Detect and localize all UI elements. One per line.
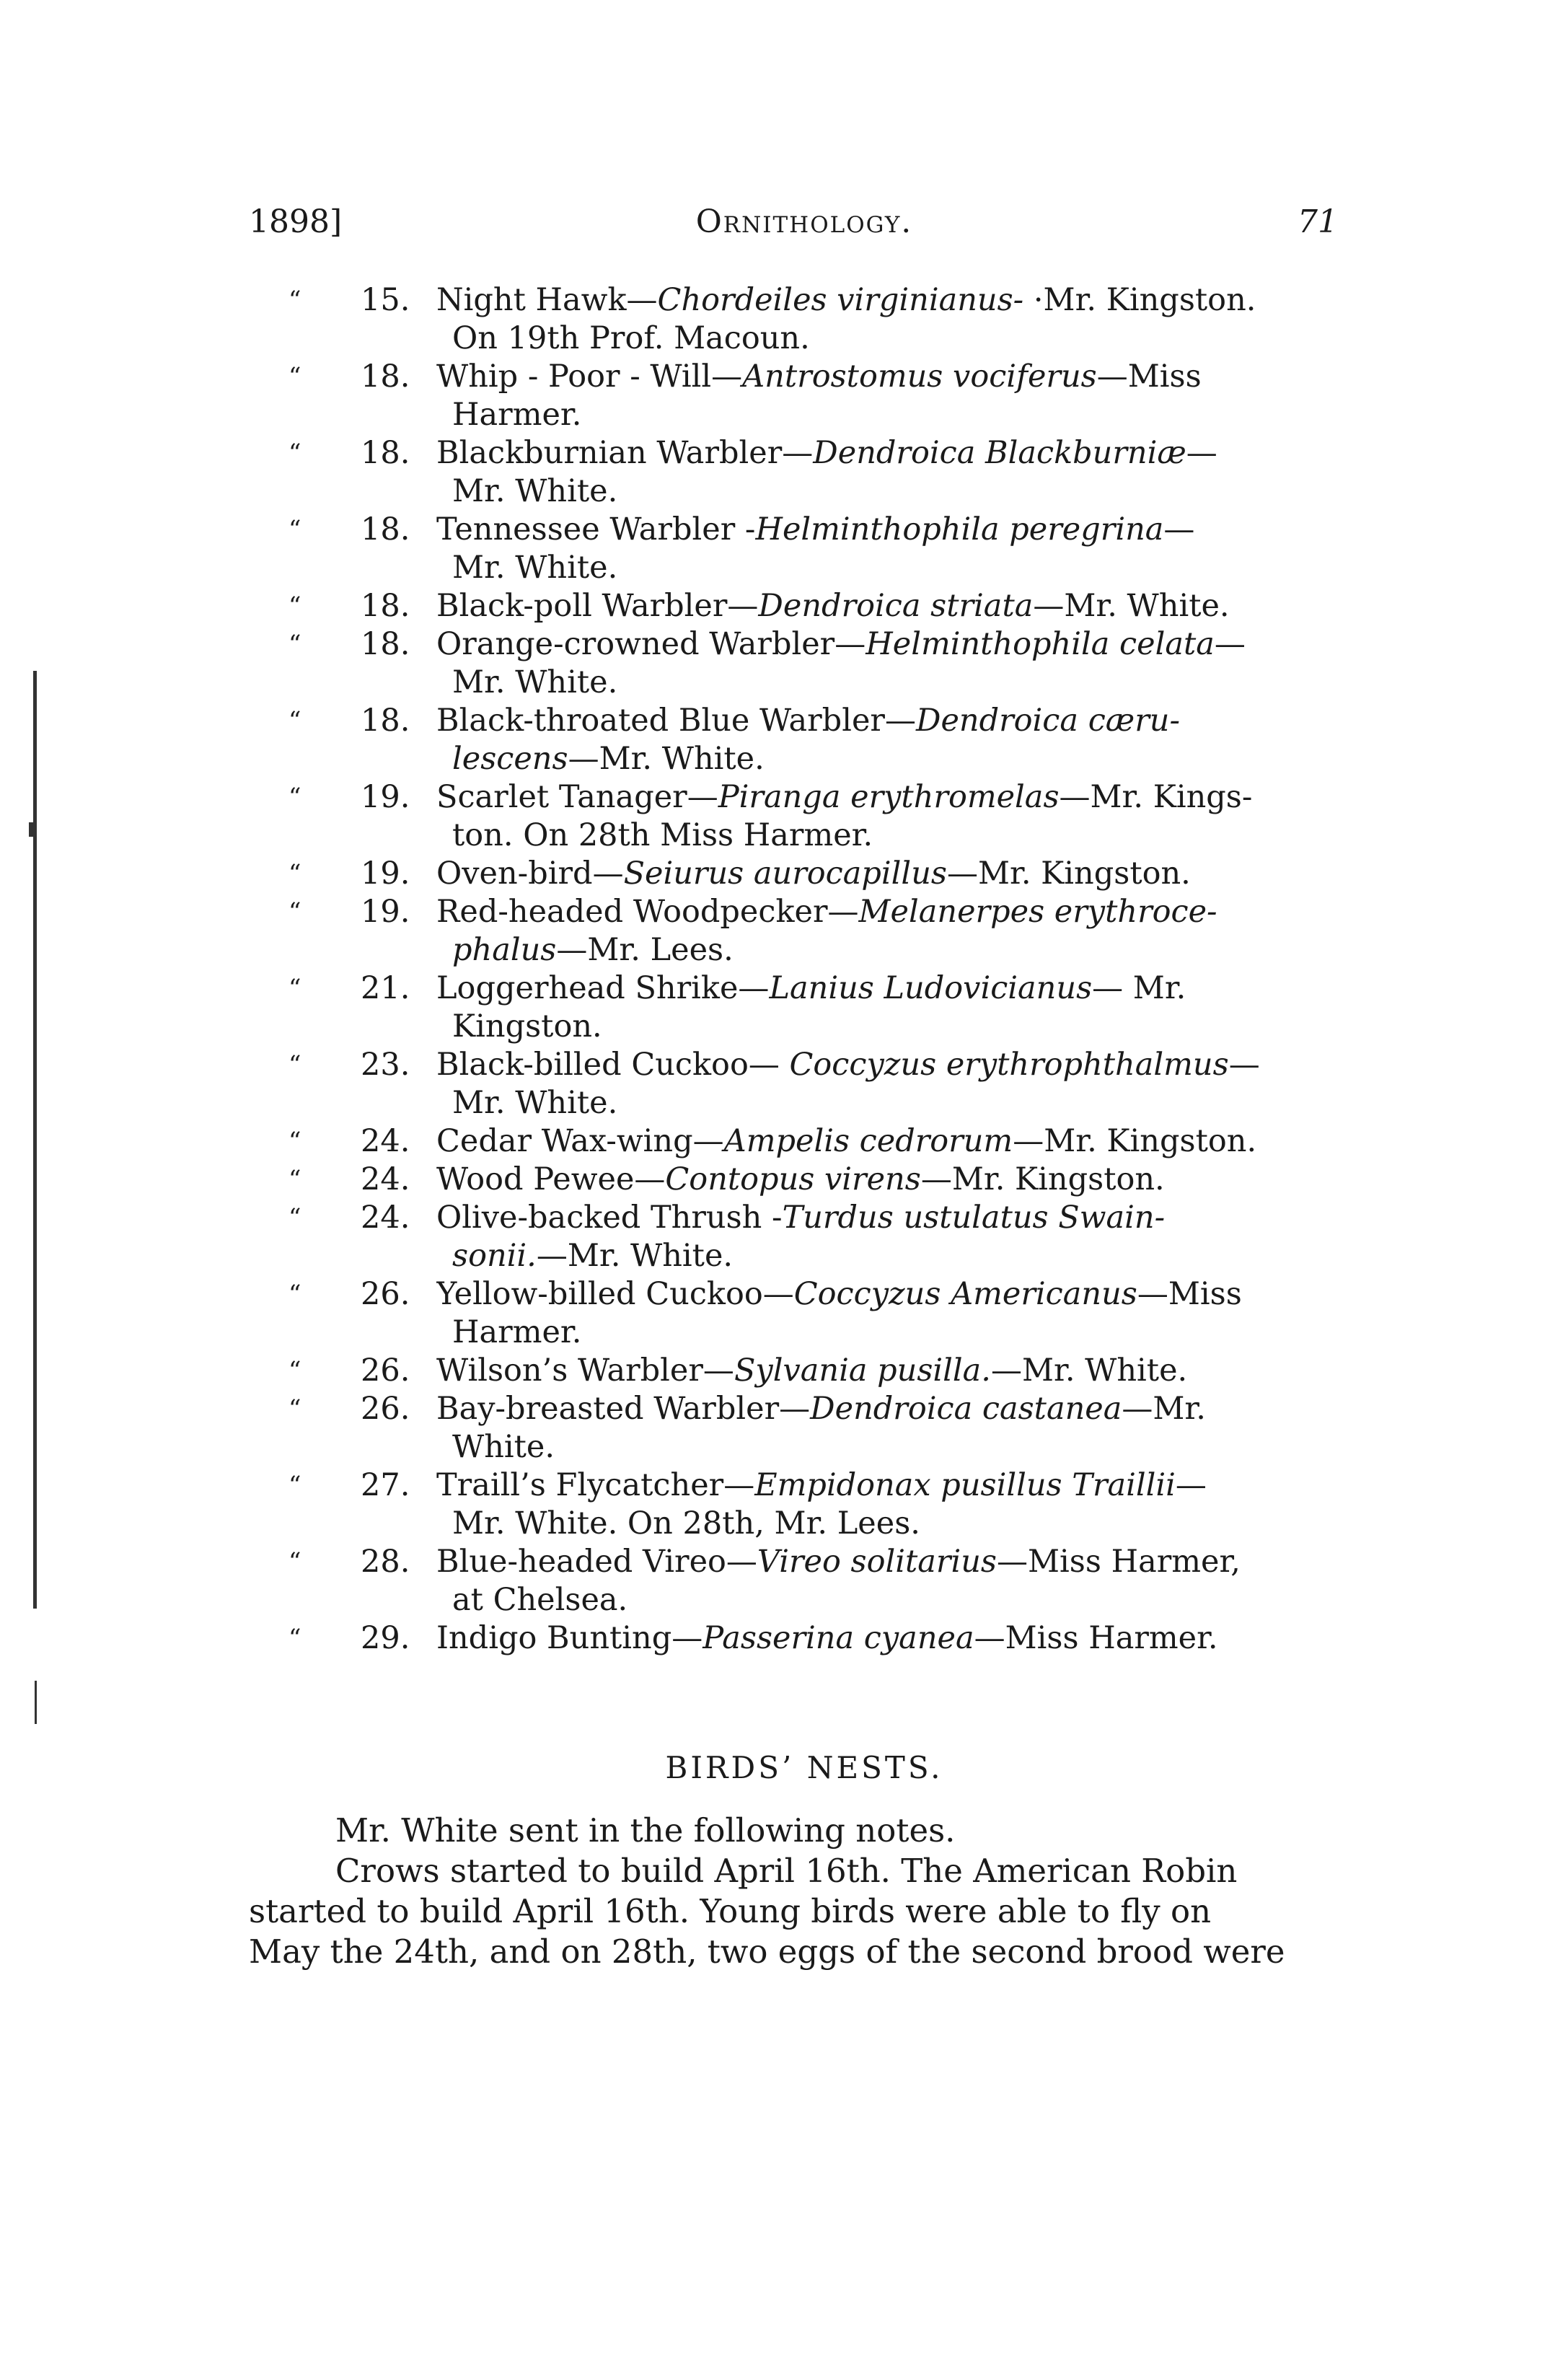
entry-date: 24.: [361, 1161, 410, 1197]
scientific-name: Vireo solitarius: [757, 1544, 997, 1580]
scientific-name: Chordeiles virginianus-: [657, 282, 1024, 318]
entry-date: 26.: [361, 1391, 410, 1427]
entry-continuation: Mr. White.: [452, 550, 618, 586]
entry-text: [436, 1199, 1363, 1275]
list-item: [281, 893, 1363, 969]
scientific-name-continued: sonii.: [452, 1238, 537, 1274]
header-year: 1898]: [249, 203, 343, 240]
scientific-name: Seiurus aurocapillus: [623, 856, 947, 892]
observer: —Miss: [1096, 359, 1202, 395]
scientific-name: Sylvania pusilla.: [734, 1353, 991, 1389]
common-name: Indigo Bunting—: [436, 1620, 703, 1656]
observer: —Miss Harmer.: [974, 1620, 1218, 1656]
entry-text: [436, 702, 1363, 778]
entry-text: [436, 587, 1363, 625]
margin-scan-line: [35, 1681, 37, 1724]
ditto-mark: “: [289, 1050, 301, 1079]
common-name: Red-headed Woodpecker—: [436, 894, 859, 930]
list-item: [281, 434, 1363, 511]
ditto-mark: “: [289, 1471, 301, 1500]
ditto-mark: “: [289, 859, 301, 888]
running-head: [249, 201, 1360, 244]
scientific-name: Helminthophila peregrina: [755, 511, 1164, 547]
list-item: [281, 1275, 1363, 1352]
observer: —Mr. White.: [1033, 588, 1230, 624]
observer: —Mr. White.: [536, 1238, 734, 1274]
common-name: Black-throated Blue Warbler—: [436, 703, 916, 739]
list-item: [281, 1390, 1363, 1466]
entry-date: 28.: [361, 1544, 410, 1580]
entry-text: [436, 1466, 1363, 1543]
entry-text: [436, 434, 1363, 511]
entry-continuation: Harmer.: [452, 1314, 582, 1350]
list-item: [281, 1352, 1363, 1390]
entry-continuation: Kingston.: [452, 1008, 602, 1044]
entry-text: [436, 893, 1363, 969]
scientific-name: Ampelis cedrorum: [723, 1123, 1013, 1159]
observer: —: [1163, 511, 1195, 547]
entry-continuation: Mr. White.: [452, 1085, 618, 1121]
ditto-mark: “: [289, 783, 301, 812]
entry-text: [436, 1122, 1363, 1161]
entry-text: [436, 1619, 1363, 1658]
entry-text: [436, 1046, 1363, 1122]
common-name: Tennessee Warbler -: [436, 511, 756, 547]
list-item: [281, 778, 1363, 855]
entry-text: [436, 625, 1363, 702]
ditto-mark: “: [289, 1394, 301, 1423]
body-paragraphs: [249, 1811, 1360, 1972]
observer: —Mr. White.: [990, 1353, 1188, 1389]
entry-continuation: Mr. White. On 28th, Mr. Lees.: [452, 1505, 920, 1541]
observer: —: [1186, 435, 1217, 471]
entry-date: 18.: [361, 703, 410, 739]
section-heading: BIRDS’ NESTS.: [665, 1750, 943, 1785]
entry-date: 19.: [361, 894, 410, 930]
ditto-mark: “: [289, 1280, 301, 1309]
entry-text: [436, 778, 1363, 855]
entry-date: 26.: [361, 1353, 410, 1389]
entry-date: 26.: [361, 1276, 410, 1312]
scientific-name: Dendroica striata: [758, 588, 1034, 624]
paragraph: Crows started to build April 16th. The American Robin: [335, 1852, 1238, 1890]
list-item: [281, 587, 1363, 625]
entry-continuation: On 19th Prof. Macoun.: [452, 320, 810, 356]
ditto-mark: “: [289, 1203, 301, 1232]
scientific-name: Piranga erythromelas: [718, 779, 1060, 815]
ditto-mark: “: [289, 1165, 301, 1194]
bird-records-list: [281, 281, 1363, 1658]
entry-text: [436, 281, 1363, 358]
list-item: [281, 1046, 1363, 1122]
ditto-mark: “: [289, 591, 301, 620]
margin-scan-line: [33, 671, 37, 1609]
paragraph-line: started to build April 16th. Young birds were able to fly on: [249, 1892, 1212, 1930]
observer: — Mr.: [1092, 970, 1186, 1006]
entry-date: 15.: [361, 282, 410, 318]
observer: —Mr.: [1122, 1391, 1206, 1427]
entry-date: 18.: [361, 588, 410, 624]
entry-date: 18.: [361, 626, 410, 662]
scientific-name-continued: lescens: [452, 741, 568, 777]
entry-continuation: Harmer.: [452, 397, 582, 433]
list-item: [281, 1161, 1363, 1199]
common-name: Night Hawk—: [436, 282, 658, 318]
ditto-mark: “: [289, 515, 301, 544]
list-item: [281, 702, 1363, 778]
common-name: Black-billed Cuckoo—: [436, 1047, 790, 1083]
ditto-mark: “: [289, 1547, 301, 1576]
common-name: Black-poll Warbler—: [436, 588, 759, 624]
ditto-mark: “: [289, 706, 301, 735]
list-item: [281, 969, 1363, 1046]
observer: —: [1228, 1047, 1260, 1083]
header-title: Ornithology.: [695, 203, 913, 240]
paragraph-line: May the 24th, and on 28th, two eggs of the second brood were: [249, 1932, 1285, 1971]
entry-continuation: at Chelsea.: [452, 1582, 628, 1618]
entry-text: [436, 1275, 1363, 1352]
entry-date: 18.: [361, 511, 410, 547]
scientific-name: Coccyzus erythrophthalmus: [789, 1047, 1229, 1083]
scientific-name: Turdus ustulatus Swain-: [782, 1200, 1166, 1236]
ditto-mark: “: [289, 362, 301, 391]
entry-text: [436, 855, 1363, 893]
list-item: [281, 1466, 1363, 1543]
list-item: [281, 1122, 1363, 1161]
ditto-mark: “: [289, 1127, 301, 1156]
list-item: [281, 625, 1363, 702]
ditto-mark: “: [289, 1624, 301, 1653]
entry-text: [436, 511, 1363, 587]
scientific-name: Lanius Ludovicianus: [769, 970, 1093, 1006]
entry-date: 19.: [361, 779, 410, 815]
observer: ·Mr. Kingston.: [1023, 282, 1256, 318]
common-name: Bay-breasted Warbler—: [436, 1391, 811, 1427]
common-name: Cedar Wax-wing—: [436, 1123, 724, 1159]
ditto-mark: “: [289, 439, 301, 467]
list-item: [281, 281, 1363, 358]
entry-text: [436, 358, 1363, 434]
common-name: Blue-headed Vireo—: [436, 1544, 757, 1580]
common-name: Yellow-billed Cuckoo—: [436, 1276, 794, 1312]
common-name: Whip - Poor - Will—: [436, 359, 743, 395]
entry-date: 21.: [361, 970, 410, 1006]
observer: —: [1214, 626, 1246, 662]
observer: —Mr. Kingston.: [946, 856, 1191, 892]
entry-date: 19.: [361, 856, 410, 892]
margin-scan-line: [29, 822, 35, 837]
ditto-mark: “: [289, 286, 301, 315]
observer: —Mr. White.: [568, 741, 765, 777]
entry-date: 18.: [361, 435, 410, 471]
observer: —Miss: [1137, 1276, 1242, 1312]
scientific-name-continued: phalus: [452, 932, 557, 968]
observer: —Mr. Kingston.: [1013, 1123, 1257, 1159]
entry-continuation: White.: [452, 1429, 555, 1465]
ditto-mark: “: [289, 897, 301, 926]
scientific-name: Empidonax pusillus Traillii: [754, 1467, 1176, 1503]
observer: —Mr. Kingston.: [920, 1161, 1165, 1197]
common-name: Orange-crowned Warbler—: [436, 626, 866, 662]
entry-text: [436, 1161, 1363, 1199]
scientific-name: Contopus virens: [665, 1161, 921, 1197]
common-name: Oven-bird—: [436, 856, 624, 892]
scientific-name: Dendroica castanea: [810, 1391, 1122, 1427]
entry-date: 23.: [361, 1047, 410, 1083]
common-name: Wood Pewee—: [436, 1161, 666, 1197]
common-name: Wilson’s Warbler—: [436, 1353, 734, 1389]
entry-date: 24.: [361, 1123, 410, 1159]
scientific-name: Antrostomus vociferus: [742, 359, 1097, 395]
scientific-name: Dendroica Blackburniæ: [813, 435, 1186, 471]
entry-date: 27.: [361, 1467, 410, 1503]
common-name: Traill’s Flycatcher—: [436, 1467, 755, 1503]
entry-text: [436, 969, 1363, 1046]
list-item: [281, 1619, 1363, 1658]
observer: —Mr. Lees.: [556, 932, 734, 968]
common-name: Olive-backed Thrush -: [436, 1200, 783, 1236]
list-item: [281, 1543, 1363, 1619]
observer: —Miss Harmer,: [996, 1544, 1241, 1580]
entry-text: [436, 1352, 1363, 1390]
entry-text: [436, 1543, 1363, 1619]
entry-date: 18.: [361, 359, 410, 395]
paragraph: Mr. White sent in the following notes.: [335, 1811, 956, 1850]
scientific-name: Melanerpes erythroce-: [858, 894, 1217, 930]
list-item: [281, 511, 1363, 587]
scientific-name: Coccyzus Americanus: [793, 1276, 1137, 1312]
ditto-mark: “: [289, 630, 301, 659]
scientific-name: Passerina cyanea: [702, 1620, 974, 1656]
common-name: Blackburnian Warbler—: [436, 435, 814, 471]
common-name: Loggerhead Shrike—: [436, 970, 770, 1006]
entry-continuation: Mr. White.: [452, 664, 618, 700]
list-item: [281, 855, 1363, 893]
entry-date: 24.: [361, 1200, 410, 1236]
scientific-name: Dendroica cæru-: [915, 703, 1180, 739]
scientific-name: Helminthophila celata: [866, 626, 1215, 662]
entry-text: [436, 1390, 1363, 1466]
page-number: 71: [1298, 203, 1338, 240]
list-item: [281, 1199, 1363, 1275]
list-item: [281, 358, 1363, 434]
entry-continuation: ton. On 28th Miss Harmer.: [452, 817, 873, 853]
observer: —: [1175, 1467, 1207, 1503]
observer: —Mr. Kings-: [1059, 779, 1253, 815]
entry-continuation: Mr. White.: [452, 473, 618, 509]
ditto-mark: “: [289, 1356, 301, 1385]
entry-date: 29.: [361, 1620, 410, 1656]
common-name: Scarlet Tanager—: [436, 779, 718, 815]
ditto-mark: “: [289, 974, 301, 1003]
